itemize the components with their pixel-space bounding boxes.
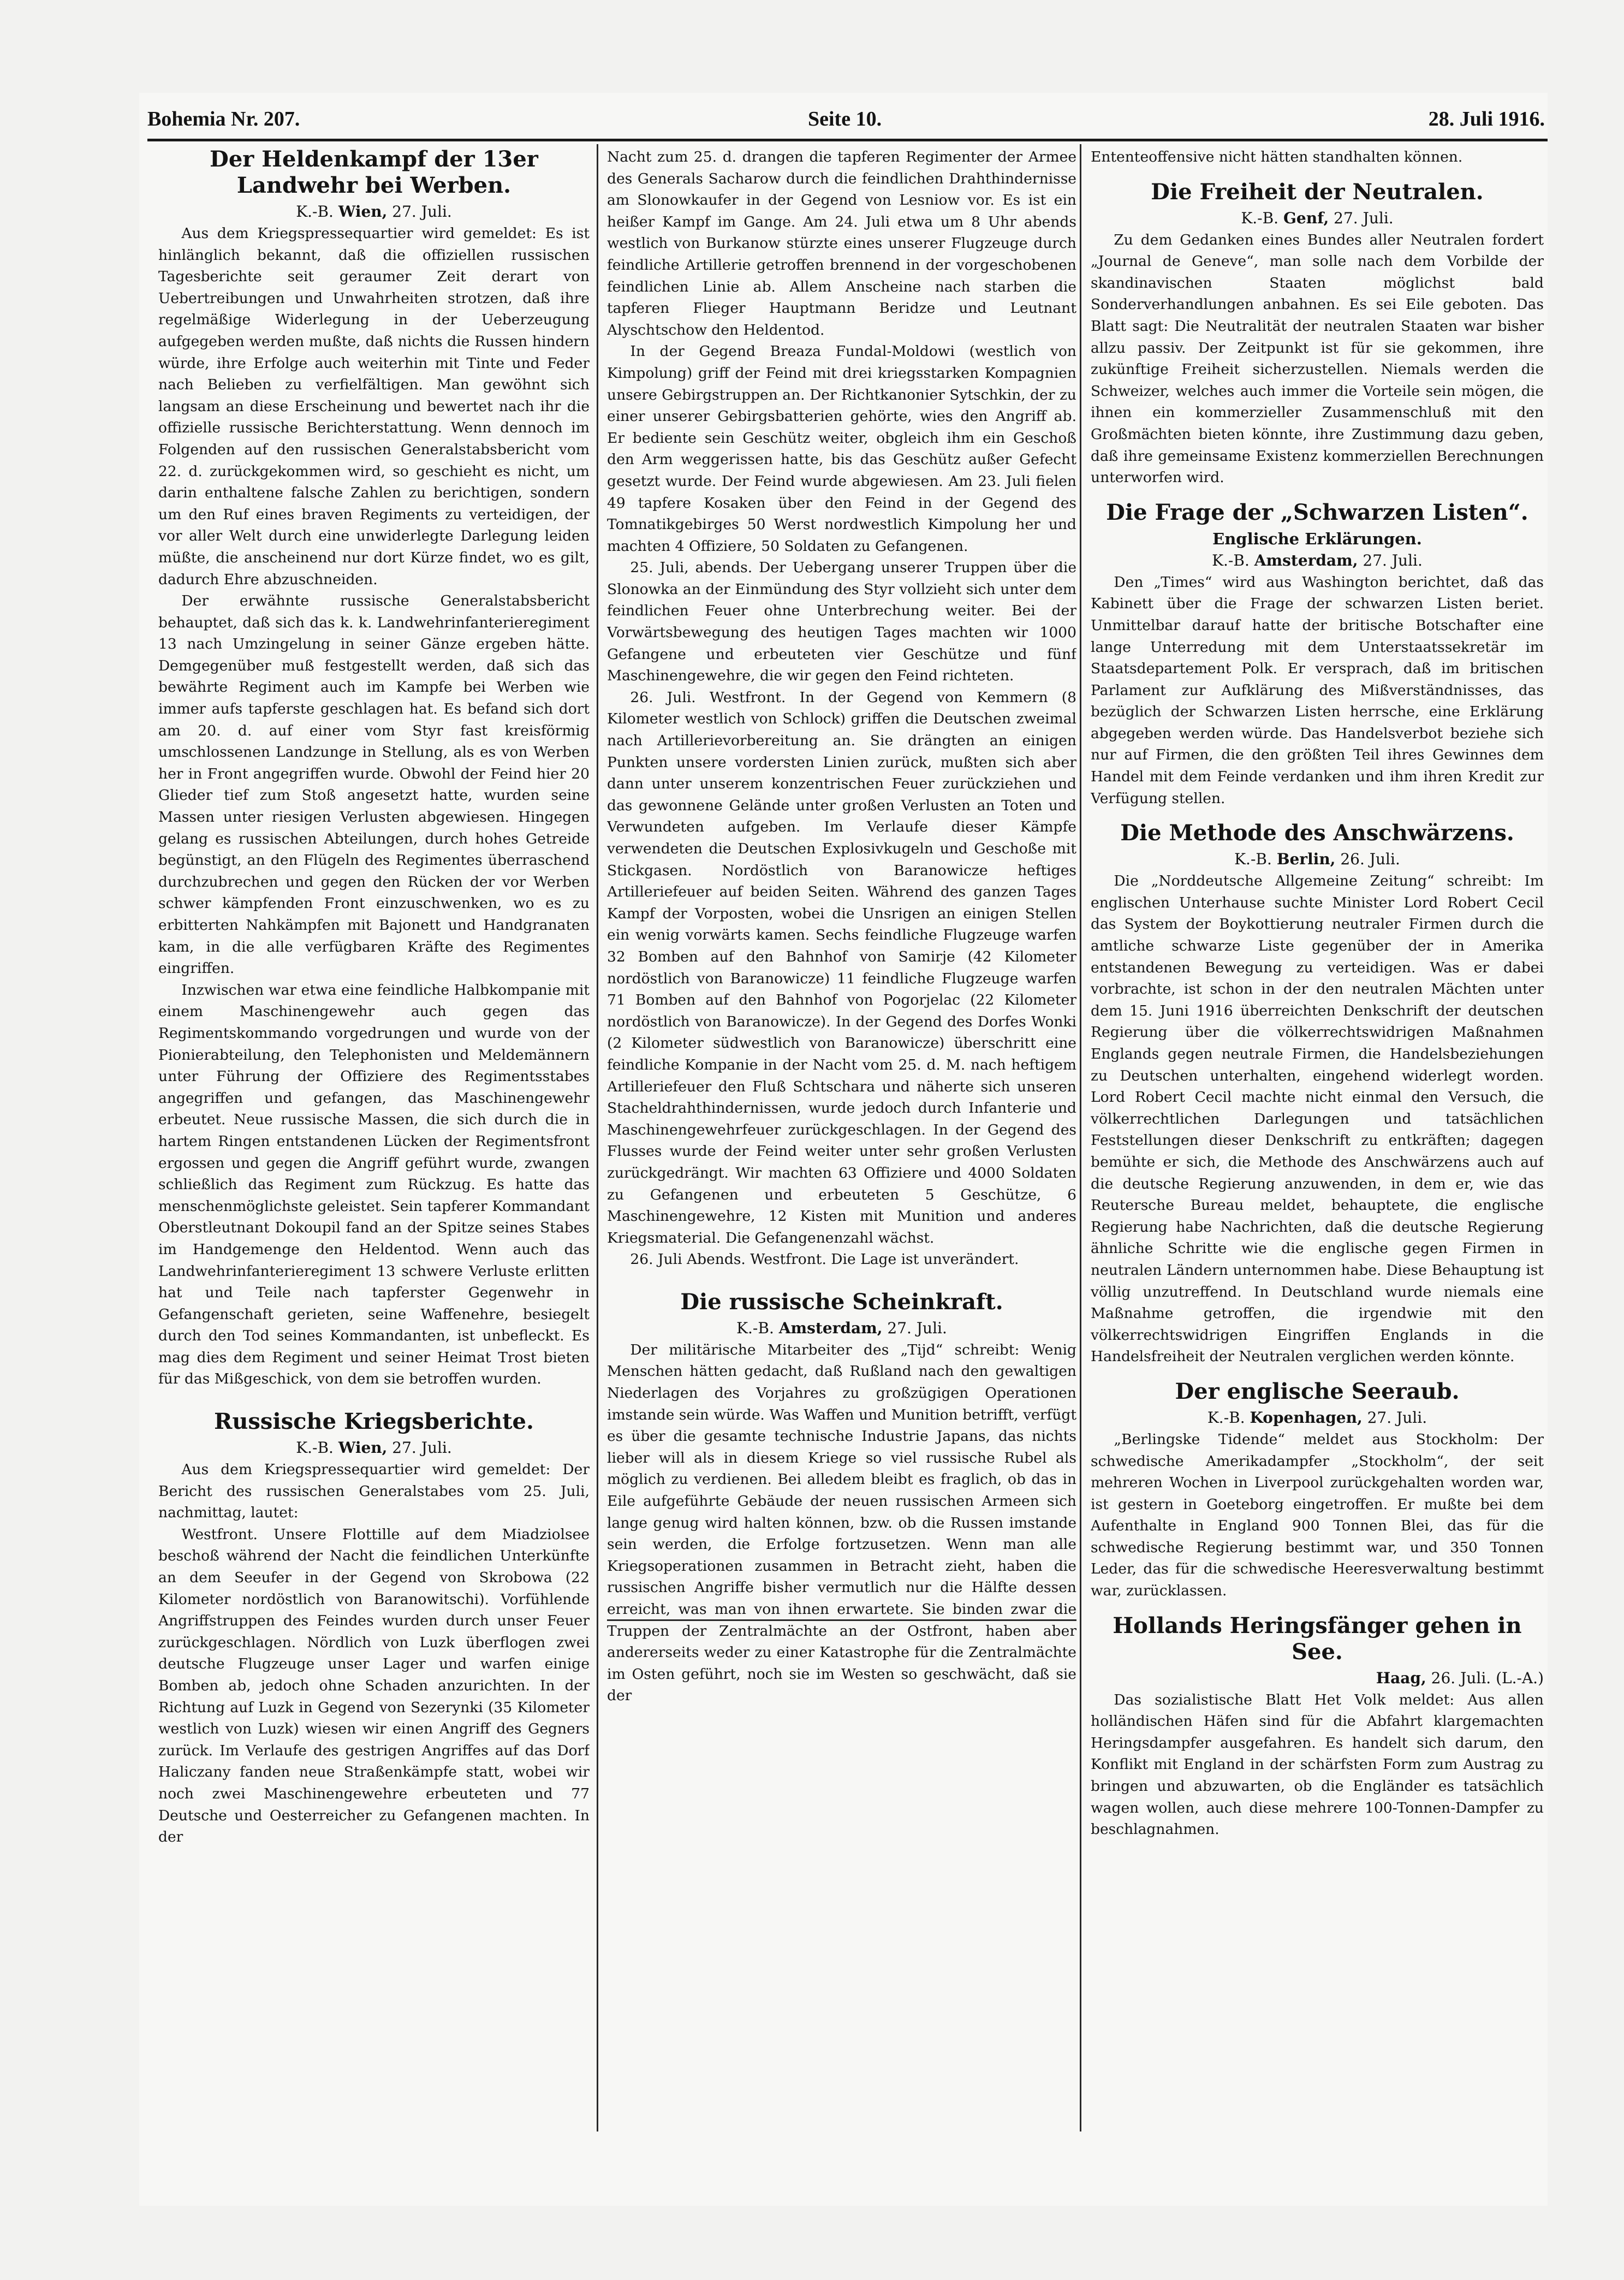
- article-paragraph: „Berlingske Tidende“ meldet aus Stockholm: Der schwedische Amerikadampfer „Stockholm“, der seit mehreren Wochen in Liverpool zurückgehalten worden war, ist gestern in Goeteborg eingetroffen. Er mußte bei dem Aufenthalte in England 900 Tonnen Blei, das für die schwedische Regierung bestimmt war, und 350 Tonnen Leder, das für die schwedische Heeresverwaltung bestimmt war, zurücklassen.: [1091, 1430, 1544, 1600]
- dateline-agency: K.-B.: [1234, 850, 1272, 869]
- header-issue: Bohemia Nr. 207.: [147, 108, 300, 130]
- dateline-date: 27. Juli.: [392, 1439, 452, 1457]
- article-paragraph: Der militärische Mitarbeiter des „Tijd“ schreibt: Wenig Menschen hätten gedacht, daß Rußland nach den gewaltigen Niederlagen des Vorjahres zu großzügigen Operationen imstande sein würde. Was Waffen und Munition betrifft, verfügt es über die gesamte technische Industrie Japans, das nichts lieber will als in diesem Kriege so viel russische Rubel als möglich zu verdienen. Bei alledem bleibt es fraglich, ob das in Eile aufgeführte Gebäude der neuen russischen Armeen sich lange genug wird halten können, bzw. ob die Russen imstande sein werden, die Erfolge fortzusetzen. Wenn man alle Kriegsoperationen zusammen in Betracht zieht, haben die russischen Angriffe bisher vermutlich nur die Hälfte dessen erreicht, was man von ihnen erwartete. Sie binden zwar die Truppen der Zentralmächte an der Ostfront, haben aber andererseits weder zu einer Katastrophe für die Zentralmächte im Osten geführt, noch sie im Westen so geschwächt, daß sie der: [607, 1341, 1076, 1705]
- dateline-place: Amsterdam,: [1254, 551, 1358, 569]
- dateline-date: 27. Juli.: [392, 203, 452, 221]
- header-rule: [147, 139, 1548, 141]
- dateline: [1091, 1407, 1544, 1429]
- dateline-date: 27. Juli.: [1363, 551, 1423, 569]
- article-title-freiheit: Die Freiheit der Neutralen.: [1151, 179, 1484, 205]
- column-2: [607, 146, 1076, 2134]
- dateline-agency: K.-B.: [1212, 551, 1250, 569]
- article-paragraph: Inzwischen war etwa eine feindliche Halbkompanie mit einem Maschinengewehr auch gegen das Regimentskommando vorgedrungen und wurde von der Pionierabteilung, den Telephonisten und Meldemännern unter Führung der Offiziere des Regimentsstabes angegriffen und gefangen, das Maschinengewehr erbeutet. Neue russische Massen, die sich durch die in hartem Ringen entstandenen Lücken der Regimentsfront ergossen und gegen die Angriff geführt wurde, zwangen schließlich das Regiment zum Rückzug. Es hatte das menschenmöglichste geleistet. Sein tapferer Kommandant Oberstleutnant Dokoupil fand an der Spitze seines Stabes im Handgemenge den Heldentod. Wenn auch das Landwehrinfanterieregiment 13 schwere Verluste erlitten hat und Teile nach tapferster Gegenwehr in Gefangenschaft gerieten, seine Waffenehre, besiegelt durch den Tod seines Kommandanten, ist unbefleckt. Es mag dies dem Regiment und seiner Heimat Trost bieten für das Mißgeschick, von dem sie betroffen wurden.: [158, 981, 590, 1388]
- article-title-scheinkraft: Die russische Scheinkraft.: [680, 1289, 1003, 1315]
- dateline-date: 26. Juli.: [1340, 850, 1400, 869]
- column-divider: [597, 144, 598, 2131]
- article-title-kriegsberichte: Russische Kriegsberichte.: [214, 1409, 534, 1435]
- dateline: [1091, 1667, 1544, 1689]
- dateline-agency: K.-B.: [1241, 209, 1279, 227]
- page-header: [147, 103, 1545, 141]
- dateline-agency: K.-B.: [736, 1319, 774, 1337]
- header-page-number: Seite 10.: [808, 108, 882, 130]
- article-title-schwarze-listen: Die Frage der „Schwarzen Listen“.: [1106, 499, 1528, 525]
- dateline: [1091, 207, 1544, 229]
- article-title-methode: Die Methode des Anschwärzens.: [1120, 820, 1514, 846]
- article-paragraph: Aus dem Kriegspressequartier wird gemeldet: Der Bericht des russischen Generalstabes vom 25. Juli, nachmittag, lautet:: [158, 1461, 590, 1522]
- article-paragraph: Zu dem Gedanken eines Bundes aller Neutralen fordert „Journal de Geneve“, man solle nach dem Vorbilde der skandinavischen Staaten möglichst bald Sonderverhandlungen anbahnen. Es sei Eile geboten. Das Blatt sagt: Die Neutralität der neutralen Staaten war bisher allzu passiv. Der Zeitpunkt ist für sie gekommen, ihre zukünftige Freiheit sicherzustellen. Niemals werden die Schweizer, welches auch immer die Vorteile sein mögen, die ihnen ein kommerzieller Zusammenschluß mit den Großmächten bieten könnte, ihre Zustimmung dazu geben, daß ihre gemeinsame Existenz kommerziellen Berechnungen unterworfen wird.: [1091, 231, 1544, 486]
- article-title-heldenkampf: Der Heldenkampf der 13er Landwehr bei Werben.: [210, 146, 538, 198]
- article-paragraph: Westfront. Unsere Flottille auf dem Miadziolsee beschoß während der Nacht die feindlichen Unterkünfte an dem Seeufer in der Gegend von Skrobowa (22 Kilometer nordöstlich von Baranowitschi). Vorfühlende Angriffstruppen des Feindes wurden durch unser Feuer zurückgeschlagen. Nördlich von Luzk überflogen zwei deutsche Flugzeuge unser Lager und warfen einige Bomben ab, jedoch ohne Schaden anzurichten. In der Richtung auf Luzk in Gegend von Sezerynki (35 Kilometer westlich von Luzk) wiesen wir einen Angriff des Gegners zurück. Im Verlaufe des gestrigen Angriffes auf das Dorf Haliczany fanden neue Straßenkämpfe statt, wobei wir noch zwei Maschinengewehre erbeuteten und 77 Deutsche und Oesterreicher zu Gefangenen machten. In der: [158, 1525, 590, 1846]
- article-paragraph: Der erwähnte russische Generalstabsbericht behauptet, daß sich das k. k. Landwehrinfanterieregiment 13 nach Umzingelung in seiner Gänze ergeben hätte. Demgegenüber muß festgestellt werden, daß sich das bewährte Regiment auch im Kampfe bei Werben wie immer aufs tapferste geschlagen hat. Es befand sich dort am 20. d. auf einer vom Styr fast kreisförmig umschlossenen Landzunge in Stellung, als es von Werben her in Front angegriffen wurde. Obwohl der Feind hier 20 Glieder tief zum Stoß angesetzt hatte, wurden seine Massen unter riesigen Verlusten abgewiesen. Hingegen gelang es russischen Abteilungen, durch hohes Getreide begünstigt, an den Flügeln des Regimentes überraschend durchzubrechen und gegen den Rücken der vor Werben schwer kämpfenden Front einzuschwenken, wo es zu erbitterten Nahkämpfen mit Bajonett und Handgranaten kam, in die alle verfügbaren Kräfte des Regimentes eingriffen.: [158, 592, 590, 977]
- column-1: [158, 146, 590, 2134]
- article-paragraph: Aus dem Kriegspressequartier wird gemeldet: Es ist hinlänglich bekannt, daß die offiziellen russischen Tagesberichte seit geraumer Zeit derart von Uebertreibungen und Unwahrheiten strotzen, daß ihre regelmäßige Widerlegung in der Ueberzeugung aufgegeben werden mußte, daß nichts die Russen hindern würde, ihre Erfolge auch weiterhin mit Tinte und Feder nach Belieben zu verfielfältigen. Man gewöhnt sich langsam an diese Erscheinung und bewertet nach ihr die offizielle russische Berichterstattung. Wenn dennoch im Folgenden auf den russischen Generalstabsbericht vom 22. d. zurückgekommen wird, so geschieht es nicht, um darin enthaltene falsche Zahlen zu berichtigen, sondern um den Ruf eines braven Regiments zu verteidigen, der vor aller Welt durch eine unwiderlegte Darlegung leiden müßte, die anscheinend nur dort Kürze findet, wo es gilt, dadurch Ehre abzuschneiden.: [158, 225, 590, 588]
- dateline-place: Wien,: [338, 203, 388, 221]
- dateline-place: Wien,: [338, 1439, 388, 1457]
- dateline-date: 27. Juli.: [1367, 1408, 1427, 1427]
- dateline: [1091, 550, 1544, 572]
- column-divider: [1080, 144, 1081, 2131]
- article-paragraph: 26. Juli Abends. Westfront. Die Lage ist unverändert.: [630, 1251, 1019, 1268]
- article-paragraph: Die „Norddeutsche Allgemeine Zeitung“ schreibt: Im englischen Unterhause suchte Minister Lord Robert Cecil das System der Boykottierung neutraler Firmen durch die amtliche schwarze Liste gegenüber der in Amerika entstandenen Bewegung zu verteidigen. Was er dabei vorbrachte, ist schon in der den neutralen Mächten unter dem 15. Juni 1916 überreichten Denkschrift der deutschen Regierung über die völkerrechtswidrigen Maßnahmen Englands gegen neutrale Firmen, die Handelsbeziehungen zu Deutschen unterhalten, eingehend widerlegt worden. Lord Robert Cecil machte nicht einmal den Versuch, die völkerrechtlichen Darlegungen und tatsächlichen Feststellungen dieser Denkschrift zu entkräften; dagegen bemühte er sich, die Methode des Anschwärzens auch auf die deutsche Regierung anzuwenden, in dem er, wie das Reutersche Bureau meldet, behauptete, die englische Regierung habe Nachrichten, daß die deutsche Regierung ähnliche Schritte wie die englische gegen Firmen in neutralen Ländern unternommen habe. Diese Behauptung ist völlig unzutreffend. In Deutschland wurde niemals eine Maßnahme getroffen, die irgendwie mit den völkerrechtswidrigen Eingriffen Englands in die Handelsfreiheit der Neutralen verglichen werden könnte.: [1091, 872, 1544, 1365]
- article-subtitle: Englische Erklärungen.: [1212, 529, 1422, 548]
- dateline-date: 27. Juli.: [1334, 209, 1394, 227]
- article-paragraph: Nacht zum 25. d. drangen die tapferen Regimenter der Armee des Generals Sacharow durch die feindlichen Drahthindernisse am Slonowkaufer in der Gegend von Lesniow vor. Es ist ein heißer Kampf im Gange. Am 24. Juli etwa um 8 Uhr abends westlich von Burkanow stürzte eines unserer Flugzeuge durch feindliche Artillerie getroffen brennend in der vorgeschobenen feindlichen Linie ab. Allem Anscheine nach starben die tapferen Flieger Hauptmann Beridze und Leutnant Alyschtschow den Heldentod.: [607, 149, 1076, 339]
- article-title-seeraub: Der englische Seeraub.: [1175, 1378, 1460, 1404]
- column-3: [1091, 146, 1544, 2134]
- dateline-place: Amsterdam,: [778, 1319, 883, 1337]
- dateline-place: Berlin,: [1276, 850, 1336, 869]
- dateline-agency: K.-B.: [296, 203, 334, 221]
- article-paragraph: Das sozialistische Blatt Het Volk meldet: Aus allen holländischen Häfen sind für die Abfahrt klargemachten Heringsdampfer ausgefahren. Es handelt sich darum, den Konflikt mit England in der schärfsten Form zum Austrag zu bringen und abzuwarten, ob die Engländer es tatsächlich wagen wollen, auch diese mehrere 100-Tonnen-Dampfer zu beschlagnahmen.: [1091, 1691, 1544, 1838]
- dateline-agency: K.-B.: [296, 1439, 334, 1457]
- article-paragraph: 26. Juli. Westfront. In der Gegend von Kemmern (8 Kilometer westlich von Schlock) griffen die Deutschen zweimal nach Artillerievorbereitung an. Sie drängten an einigen Punkten unsere vordersten Linien zurück, mußten sich aber dann unter unserem konzentrischen Feuer zurückziehen und das gewonnene Gelände unter großen Verlusten an Toten und Verwundeten aufgeben. Im Verlaufe dieser Kämpfe verwendeten die Deutschen Explosivkugeln und Geschoße mit Stickgasen. Nordöstlich von Baranowicze heftiges Artilleriefeuer auf beiden Seiten. Während des ganzen Tages Kampf der Vorposten, wobei die Unsrigen an einigen Stellen ein wenig vorwärts kamen. Sechs feindliche Flugzeuge warfen 32 Bomben auf den Bahnhof von Samirje (42 Kilometer nordöstlich von Baranowicze) 11 feindliche Flugzeuge warfen 71 Bomben auf den Bahnhof von Pogorjelac (22 Kilometer nordöstlich von Baranowicze). In der Gegend des Dorfes Wonki (2 Kilometer südwestlich von Baranowicze) überschritt eine feindliche Kompanie in der Nacht vom 25. d. M. nach heftigem Artilleriefeuer den Fluß Schtschara und näherte sich unseren Stacheldrahthindernissen, wurde jedoch durch Infanterie und Maschinengewehrfeuer zurückgeschlagen. In der Gegend des Flusses wurde der Feind weiter unter sehr großen Verlusten zurückgedrängt. Wir machten 63 Offiziere und 4000 Soldaten zu Gefangenen und erbeuteten 5 Geschütze, 6 Maschinengewehre, 12 Kisten mit Munition und anderes Kriegsmaterial. Die Gefangenenzahl wächst.: [607, 688, 1076, 1246]
- dateline: [158, 1437, 590, 1459]
- dateline-place: Kopenhagen,: [1250, 1408, 1363, 1427]
- dateline-place: Haag,: [1376, 1669, 1426, 1687]
- dateline-agency: K.-B.: [1207, 1408, 1245, 1427]
- dateline: [158, 201, 590, 223]
- article-paragraph: 25. Juli, abends. Der Uebergang unserer Truppen über die Slonowka an der Einmündung des Styr vollzieht sich unter dem feindlichen Feuer ohne Unterbrechung weiter. Bei der Vorwärtsbewegung des heutigen Tages machten wir 1000 Gefangene und erbeuteten vier Geschütze und fünf Maschinengewehre, die wir gegen den Feind richteten.: [607, 559, 1076, 685]
- dateline-date: 26. Juli. (L.-A.): [1431, 1669, 1544, 1687]
- article-title-hollands: Hollands Heringsfänger gehen in See.: [1113, 1612, 1522, 1665]
- dateline: [1091, 848, 1544, 870]
- dateline: [607, 1317, 1076, 1339]
- header-date: 28. Juli 1916.: [1428, 108, 1545, 130]
- dateline-place: Genf,: [1283, 209, 1329, 227]
- article-paragraph: Den „Times“ wird aus Washington berichtet, daß das Kabinett über die Frage der schwarzen Listen beriet. Unmittelbar darauf hatte der britische Botschafter eine lange Unterredung mit dem Unterstaatssekretär im Staatsdepartement Polk. Er versprach, daß im britischen Parlament zur Aufklärung des Mißverständnisses, das bezüglich der Schwarzen Listen herrsche, eine Erklärung abgegeben werden würde. Das Handelsverbot beziehe sich nur auf Firmen, die den größten Teil ihres Gewinnes dem Handel mit dem Feinde verdanken und ihm ihren Kredit zur Verfügung stellen.: [1091, 573, 1544, 807]
- dateline-date: 27. Juli.: [887, 1319, 947, 1337]
- article-paragraph: Ententeoffensive nicht hätten standhalten können.: [1091, 149, 1463, 165]
- article-paragraph: In der Gegend Breaza Fundal-Moldowi (westlich von Kimpolung) griff der Feind mit drei kriegsstarken Kompagnien unsere Gebirgstruppen an. Der Richtkanonier Sytschkin, der zu einer unserer Gebirgsbatterien gehörte, wies den Angriff ab. Er bediente sein Geschütz weiter, obgleich ihm ein Geschoß den Arm weggerissen hatte, bis das Geschütz außer Gefecht gesetzt wurde. Der Feind wurde abgewiesen. Am 23. Juli fielen 49 tapfere Kosaken über den Feind in der Gegend des Tomnatikgebirges 50 Werst nordwestlich Kimpolung her und machten 4 Offiziere, 50 Soldaten zu Gefangenen.: [607, 343, 1076, 555]
